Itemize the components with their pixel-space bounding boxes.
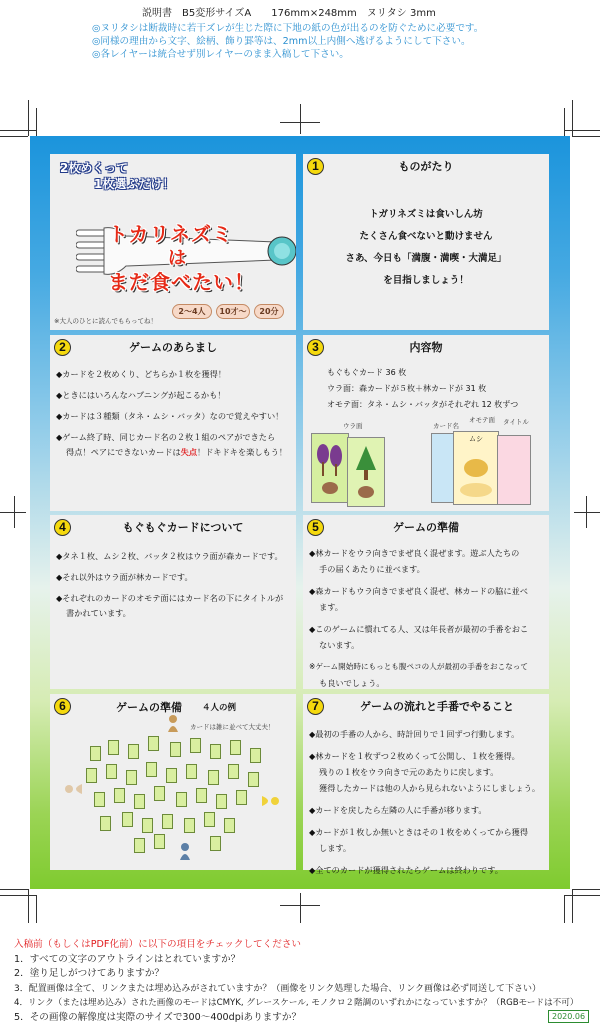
section-number: 4 xyxy=(54,519,71,536)
setup-item: 手の届くあたりに並べます。 xyxy=(319,564,425,574)
card-name-label: カード名 xyxy=(433,422,459,430)
story-line: さあ、今日も「満腹・満喫・大満足」 xyxy=(345,253,507,264)
contents-text xyxy=(327,365,547,413)
checklist-item: 3．配置画像は全て、リンクまたは埋め込みがされていますか？（画像をリンク処理した場合、リンク画像は必ず同送して下さい） xyxy=(14,983,542,994)
flow-item: ◆全てのカードが獲得されたらゲームは終わりです。 xyxy=(309,865,503,875)
cover-tagline-2: 1枚選ぶだけ！ xyxy=(94,177,175,191)
setup-item: ◆林カードをウラ向きでまぜ良く混ぜます。遊ぶ人たちの xyxy=(309,548,520,558)
flow-item: します。 xyxy=(319,843,352,853)
section-number: 7 xyxy=(307,698,324,715)
version-badge: 2020.06 xyxy=(548,1010,589,1023)
checklist-item: 2．塗り足しがつけてありますか？ xyxy=(14,968,165,980)
cover-note: ※大人のひとに読んでもらってね！ xyxy=(54,317,157,325)
story-line: たくさん食べないと動けません xyxy=(359,231,493,242)
contents-line: ウラ面：森カードが５枚＋林カードが 31 枚 xyxy=(327,384,487,393)
section-subtitle: ４人の例 xyxy=(202,703,237,713)
spec-line: 説明書 B5変形サイズA 176mm×248mm ヌリタシ 3mm xyxy=(142,8,436,19)
front-card-title: ムシ xyxy=(469,435,483,443)
story-line: トガリネズミは食いしん坊 xyxy=(369,209,483,220)
time-badge: 20分 xyxy=(254,304,284,319)
setup-example-panel xyxy=(50,694,296,870)
checklist-item: 4．リンク（または埋め込み）された画像のモードはCMYK, グレースケール, モノクロ２階調のいずれかになっていますか？（RGBモードは不可） xyxy=(14,998,579,1009)
player-pawn-right xyxy=(260,794,280,808)
back-card-forest xyxy=(311,433,349,503)
section-number: 3 xyxy=(307,339,324,356)
overview-item: ◆ゲーム終了時、同じカード名の２枚１組のペアができたら xyxy=(56,432,276,442)
title-label: タイトル xyxy=(503,418,529,426)
setup-text xyxy=(309,545,547,691)
game-flow-panel xyxy=(303,694,549,875)
cover-tagline-1: 2枚めくって xyxy=(60,161,129,175)
card-about-item: ◆タネ１枚、ムシ２枚、バッタ２枚はウラ面が森カードです。 xyxy=(56,551,283,561)
overview-item: ！ドキドキを楽しもう！ xyxy=(197,447,288,457)
card-about-text xyxy=(56,549,294,621)
section-number: 5 xyxy=(307,519,324,536)
overview-item: ◆カードは３種類（タネ・ムシ・バッタ）なので覚えやすい！ xyxy=(56,411,284,421)
flow-item: ◆林カードを１枚ずつ２枚めくって公開し、１枚を獲得。 xyxy=(309,751,520,761)
card-about-item: 書かれています。 xyxy=(66,608,131,618)
section-title: 内容物 xyxy=(409,341,443,354)
checklist-item: 5．その画像の解像度は実際のサイズで300〜400dpiありますか？ xyxy=(14,1011,302,1023)
card-about-item: ◆それぞれのカードのオモテ面にはカード名の下にタイトルが xyxy=(56,593,284,603)
section-title: ゲームの準備 xyxy=(116,701,182,714)
back-label: ウラ面 xyxy=(343,422,363,430)
setup-item: ます。 xyxy=(319,602,343,612)
note-line: ◎各レイヤーは統合せず別レイヤーのまま入稿して下さい。 xyxy=(92,49,349,60)
overview-panel xyxy=(50,335,296,511)
section-title: ゲームの準備 xyxy=(393,521,459,534)
story-panel xyxy=(303,154,549,330)
note-line: ◎ヌリタシは断裁時に若干ズレが生じた際に下地の紙の色が出るのを防ぐために必要です。 xyxy=(92,23,484,34)
back-card-woods xyxy=(347,437,385,507)
flow-item: 残りの１枚をウラ向きで元のあたりに戻します。 xyxy=(319,767,499,777)
section-title: ゲームの流れと手番でやること xyxy=(360,700,514,713)
setup-item: も良いでしょう。 xyxy=(319,678,385,688)
contents-line: もぐもぐカード 36 枚 xyxy=(327,368,407,377)
contents-line: オモテ面：タネ・ムシ・バッタがそれぞれ 12 枚ずつ xyxy=(327,400,519,409)
setup-item: ※ゲーム開始時にもっとも腹ペコの人が最初の手番をおこなって xyxy=(309,662,528,671)
bleed-notes xyxy=(92,22,483,61)
players-badge: 2〜4人 xyxy=(172,304,212,319)
overview-item: ◆カードを２枚めくり、どちらか１枚を獲得！ xyxy=(56,369,227,379)
penalty-word: 失点 xyxy=(180,447,198,457)
flow-item: ◆カードを戻したら左隣の人に手番が移ります。 xyxy=(309,805,487,815)
logo-line-1: トカリネズミ xyxy=(108,222,233,246)
contents-panel xyxy=(303,335,549,511)
player-pawn-left xyxy=(64,782,84,796)
overview-item: 得点！ペアにできないカードは xyxy=(66,447,181,457)
logo-line-2: は xyxy=(168,248,186,269)
front-card-3 xyxy=(497,435,531,505)
section-number: 1 xyxy=(307,158,324,175)
example-note: カードは雑に並べて大丈夫！ xyxy=(190,723,275,731)
flow-item: ◆最初の手番の人から、時計回りで１回ずつ行動します。 xyxy=(309,729,520,739)
section-title: もぐもぐカードについて xyxy=(122,521,244,534)
front-label: オモテ面 xyxy=(469,416,495,424)
cover-panel xyxy=(50,154,296,330)
checklist xyxy=(14,953,578,1024)
story-text xyxy=(303,204,549,292)
setup-item: ◆このゲームに慣れてる人、又は年長者が最初の手番をおこ xyxy=(309,624,529,634)
setup-item: ないます。 xyxy=(319,640,360,650)
card-about-panel xyxy=(50,515,296,689)
setup-item: ◆森カードもウラ向きでまぜ良く混ぜ、林カードの脇に並べ xyxy=(309,586,528,596)
section-title: ものがたり xyxy=(398,160,454,173)
player-pawn-bottom xyxy=(178,842,192,862)
player-pawn-top xyxy=(166,714,180,734)
overview-text xyxy=(56,367,294,460)
age-badge: 10才〜 xyxy=(216,304,250,319)
front-card-2 xyxy=(453,431,499,505)
logo-line-3: まだ食べたい！ xyxy=(108,270,255,294)
section-number: 6 xyxy=(54,698,71,715)
card-about-item: ◆それ以外はウラ面が林カードです。 xyxy=(56,572,193,582)
setup-panel xyxy=(303,515,549,689)
checklist-title: 入稿前（もしくはPDF化前）に以下の項目をチェックしてください xyxy=(14,939,302,950)
section-number: 2 xyxy=(54,339,71,356)
flow-item: 獲得したカードは他の人から見られないようにしましょう。 xyxy=(319,783,541,793)
story-line: を目指しましょう！ xyxy=(383,275,469,286)
game-flow-text xyxy=(309,726,547,878)
note-line: ◎同様の理由から文字、絵柄、飾り罫等は、2mm以上内側へ逃げるようにして下さい。 xyxy=(92,36,471,47)
overview-item: ◆ときにはいろんなハプニングが起こるかも！ xyxy=(56,390,226,400)
section-title: ゲームのあらまし xyxy=(129,341,217,354)
flow-item: ◆カードが１枚しか無いときはその１枚をめくってから獲得 xyxy=(309,827,529,837)
checklist-item: 1．すべての文字のアウトラインはとれていますか？ xyxy=(14,954,241,965)
